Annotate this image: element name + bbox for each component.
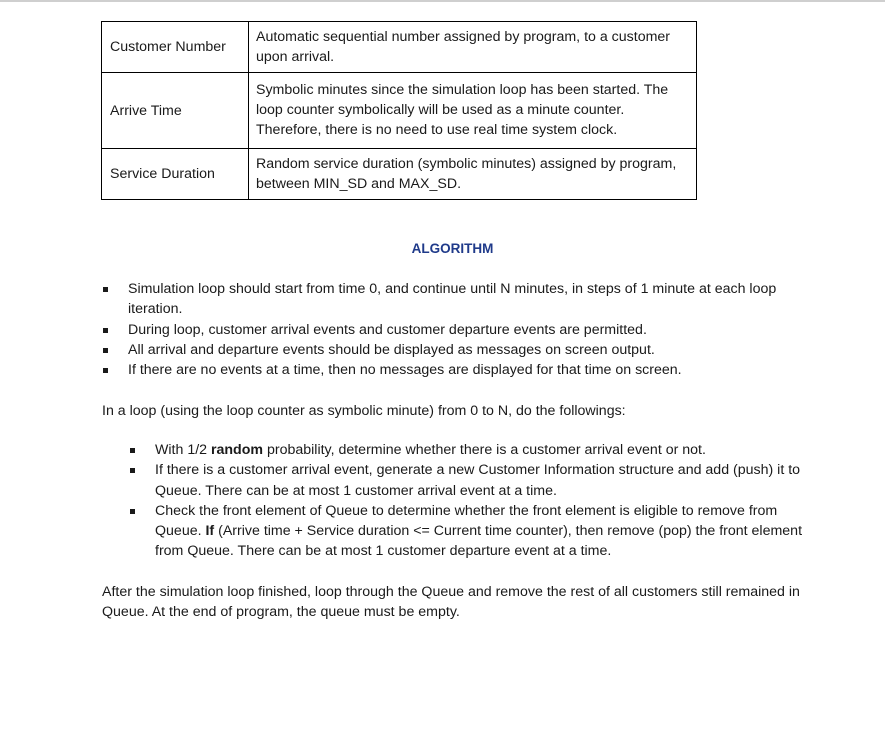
step-text: Check the front element of Queue to determine whether the front element is eligible to remove from Queue. xyxy=(155,502,778,540)
field-description-cell: Symbolic minutes since the simulation loop has been started. The loop counter symbolically will be used as a minute counter. Therefore, there is no need to use real time system clock. xyxy=(249,73,697,149)
algorithm-heading: ALGORITHM xyxy=(411,241,494,256)
list-item xyxy=(128,320,808,340)
list-item xyxy=(155,440,815,460)
table-row xyxy=(102,149,697,200)
bullet-icon xyxy=(130,468,135,473)
list-item xyxy=(128,360,808,380)
list-item xyxy=(155,460,815,501)
bullet-icon xyxy=(130,448,135,453)
step-emphasis: If xyxy=(205,523,215,540)
bullet-icon xyxy=(103,348,108,353)
field-name-cell: Service Duration xyxy=(102,149,249,200)
table-row xyxy=(102,22,697,73)
bullet-icon xyxy=(103,368,108,373)
bullet-icon xyxy=(103,287,108,292)
bullet-icon xyxy=(130,509,135,514)
loop-intro-text: In a loop (using the loop counter as symbolic minute) from 0 to N, do the followings: xyxy=(102,403,626,419)
list-item xyxy=(155,501,815,562)
rule-text: During loop, customer arrival events and customer departure events are permitted. xyxy=(128,321,647,338)
step-emphasis: random xyxy=(210,442,264,458)
field-description-cell: Automatic sequential number assigned by program, to a customer upon arrival. xyxy=(249,22,697,73)
step-text: If there is a customer arrival event, generate a new Customer Information structure and add (push) it to Queue. There can be at most 1 customer arrival event at a time. xyxy=(155,462,801,499)
table-row xyxy=(102,73,697,149)
closing-text: After the simulation loop finished, loop through the Queue and remove the rest of all customers still remained in Queue. At the end of program, the queue must be empty. xyxy=(102,584,800,621)
rule-text: If there are no events at a time, then no messages are displayed for that time on screen. xyxy=(128,362,682,379)
rule-text: Simulation loop should start from time 0, and continue until N minutes, in steps of 1 minute at each loop iteration. xyxy=(128,281,777,318)
simulation-rules-list xyxy=(128,279,808,380)
page-top-border xyxy=(0,0,885,2)
customer-fields-table xyxy=(101,21,697,200)
field-name-cell: Arrive Time xyxy=(102,73,249,149)
list-item xyxy=(128,340,808,360)
loop-steps-list xyxy=(155,440,815,562)
bullet-icon xyxy=(103,328,108,333)
field-name-cell: Customer Number xyxy=(102,22,249,73)
field-description-cell: Random service duration (symbolic minutes) assigned by program, between MIN_SD and MAX_SD. xyxy=(249,149,697,200)
step-text: With 1/2 xyxy=(155,442,211,458)
step-text: probability, determine whether there is a customer arrival event or not. xyxy=(263,442,706,458)
list-item xyxy=(128,279,808,320)
rule-text: All arrival and departure events should be displayed as messages on screen output. xyxy=(128,341,655,358)
step-text: (Arrive time + Service duration <= Current time counter), then remove (pop) the front element from Queue. There can be at most 1 customer departure event at a time. xyxy=(155,523,803,560)
